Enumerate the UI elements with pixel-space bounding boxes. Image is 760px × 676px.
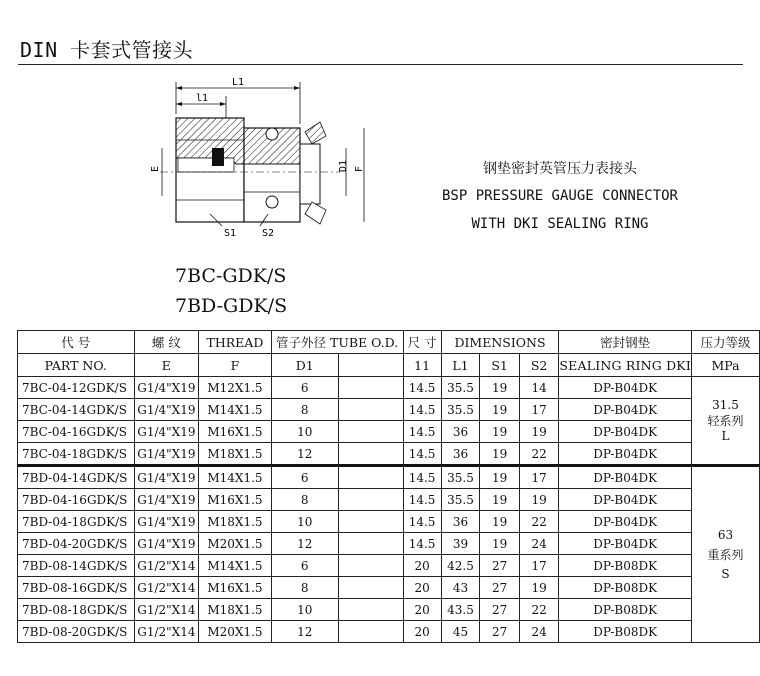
table-row: [18, 489, 760, 511]
cell-s1: 19: [480, 466, 520, 489]
cell-e: G1/4"X19: [134, 443, 199, 466]
cell-s1: 19: [480, 511, 520, 533]
header-S2: S2: [519, 354, 559, 377]
cell-seal: DP-B04DK: [559, 421, 692, 443]
cell-s1: 27: [480, 621, 520, 643]
cell-part: 7BC-04-14GDK/S: [18, 399, 135, 421]
cell-f: M18X1.5: [199, 599, 271, 621]
cell-d1: 8: [271, 577, 338, 599]
cell-d1: 6: [271, 466, 338, 489]
cell-l1: 14.5: [403, 443, 441, 466]
cell-l1: 35.5: [441, 466, 480, 489]
cell-s2: 17: [519, 399, 559, 421]
cell-seal: DP-B04DK: [559, 511, 692, 533]
cell-l1: 14.5: [403, 489, 441, 511]
cell-f: M20X1.5: [199, 621, 271, 643]
cell-l1: 14.5: [403, 377, 441, 399]
header-tube-od: 管子外径 TUBE O.D.: [271, 331, 403, 354]
dim-label-L1: L1: [232, 77, 245, 88]
cell-l1: 20: [403, 621, 441, 643]
description-en-line1: BSP PRESSURE GAUGE CONNECTOR: [441, 188, 678, 204]
cell-s1: 19: [480, 489, 520, 511]
header-thread-en: THREAD: [199, 331, 271, 354]
cell-part: 7BC-04-18GDK/S: [18, 443, 135, 466]
cell-blank: [338, 577, 403, 599]
cell-d1: 12: [271, 533, 338, 555]
cell-blank: [338, 533, 403, 555]
cell-e: G1/4"X19: [134, 399, 199, 421]
cell-s2: 22: [519, 599, 559, 621]
header-seal: 密封钢垫: [559, 331, 692, 354]
spec-table: [17, 330, 760, 643]
cell-s1: 27: [480, 555, 520, 577]
dim-label-l1: l1: [196, 93, 209, 104]
cell-part: 7BD-04-20GDK/S: [18, 533, 135, 555]
cell-e: G1/4"X19: [134, 421, 199, 443]
dim-label-F: F: [354, 165, 365, 172]
cell-blank: [338, 489, 403, 511]
cell-s2: 22: [519, 511, 559, 533]
cell-part: 7BC-04-12GDK/S: [18, 377, 135, 399]
cell-blank: [338, 621, 403, 643]
cell-l1: 36: [441, 421, 480, 443]
cell-seal: DP-B08DK: [559, 577, 692, 599]
header-F: F: [199, 354, 271, 377]
cell-e: G1/2"X14: [134, 599, 199, 621]
cell-e: G1/4"X19: [134, 377, 199, 399]
description-en-line2: WITH DKI SEALING RING: [471, 216, 649, 232]
table-row: [18, 533, 760, 555]
cell-part: 7BD-04-14GDK/S: [18, 466, 135, 489]
cell-d1: 12: [271, 443, 338, 466]
table-row: [18, 377, 760, 399]
cell-d1: 12: [271, 621, 338, 643]
header-L1: L1: [441, 354, 480, 377]
table-row: [18, 577, 760, 599]
cell-blank: [338, 399, 403, 421]
cell-e: G1/4"X19: [134, 511, 199, 533]
cell-l1: 43.5: [441, 599, 480, 621]
cell-d1: 10: [271, 599, 338, 621]
table-row: [18, 421, 760, 443]
header-blank: [338, 354, 403, 377]
cell-f: M14X1.5: [199, 399, 271, 421]
description-cn: 钢垫密封英管压力表接头: [483, 161, 637, 177]
cell-seal: DP-B08DK: [559, 555, 692, 577]
dim-label-D1: D1: [338, 159, 349, 172]
header-thread-cn: 螺 纹: [134, 331, 199, 354]
table-row: [18, 555, 760, 577]
cell-s2: 22: [519, 443, 559, 466]
cell-l1: 20: [403, 577, 441, 599]
cell-s2: 19: [519, 489, 559, 511]
cell-e: G1/4"X19: [134, 489, 199, 511]
cell-part: 7BD-08-18GDK/S: [18, 599, 135, 621]
pressure-group-heavy: [691, 466, 759, 643]
cell-part: 7BC-04-16GDK/S: [18, 421, 135, 443]
cell-blank: [338, 511, 403, 533]
cell-seal: DP-B04DK: [559, 466, 692, 489]
header-row-2: [18, 354, 760, 377]
model-code-2: 7BD-GDK/S: [175, 295, 288, 317]
table-row: [18, 466, 760, 489]
cell-d1: 6: [271, 377, 338, 399]
cell-s2: 14: [519, 377, 559, 399]
cell-f: M14X1.5: [199, 466, 271, 489]
pressure-light-pressure: 31.5: [712, 398, 739, 412]
pressure-heavy-code: S: [721, 567, 730, 581]
cell-l1: 20: [403, 555, 441, 577]
cell-seal: DP-B04DK: [559, 443, 692, 466]
cell-f: M16X1.5: [199, 577, 271, 599]
dim-label-E: E: [150, 165, 161, 172]
cell-d1: 6: [271, 555, 338, 577]
cell-l1: 14.5: [403, 399, 441, 421]
cell-f: M16X1.5: [199, 489, 271, 511]
cell-s2: 24: [519, 621, 559, 643]
cell-blank: [338, 377, 403, 399]
cell-l1: 36: [441, 443, 480, 466]
dim-label-S2: S2: [262, 228, 275, 239]
cell-l1: 43: [441, 577, 480, 599]
header-dim-en: DIMENSIONS: [441, 331, 559, 354]
header-E: E: [134, 354, 199, 377]
cell-l1: 14.5: [403, 533, 441, 555]
cell-e: G1/4"X19: [134, 533, 199, 555]
cell-seal: DP-B04DK: [559, 533, 692, 555]
cell-blank: [338, 599, 403, 621]
cell-s2: 17: [519, 466, 559, 489]
cell-blank: [338, 555, 403, 577]
cell-s2: 19: [519, 421, 559, 443]
header-unit: MPa: [691, 354, 759, 377]
cell-e: G1/2"X14: [134, 621, 199, 643]
cell-s1: 19: [480, 533, 520, 555]
cell-blank: [338, 466, 403, 489]
table-row: [18, 621, 760, 643]
cell-part: 7BD-08-14GDK/S: [18, 555, 135, 577]
cell-seal: DP-B04DK: [559, 377, 692, 399]
cell-blank: [338, 443, 403, 466]
cell-s1: 19: [480, 421, 520, 443]
cell-l1: 14.5: [403, 466, 441, 489]
cell-e: G1/4"X19: [134, 466, 199, 489]
cell-d1: 10: [271, 511, 338, 533]
pressure-heavy-pressure: 63: [717, 528, 734, 542]
cell-f: M14X1.5: [199, 555, 271, 577]
cell-s1: 19: [480, 443, 520, 466]
cell-seal: DP-B08DK: [559, 599, 692, 621]
cell-s1: 19: [480, 399, 520, 421]
cell-d1: 8: [271, 489, 338, 511]
pressure-light-series: 轻系列: [707, 414, 744, 428]
title-divider: [18, 64, 743, 65]
cell-e: G1/2"X14: [134, 555, 199, 577]
cell-f: M16X1.5: [199, 421, 271, 443]
pressure-group-light: [691, 377, 759, 466]
cell-l1: 45: [441, 621, 480, 643]
model-code-1: 7BC-GDK/S: [175, 265, 287, 287]
cell-f: M12X1.5: [199, 377, 271, 399]
dim-label-S1: S1: [224, 228, 237, 239]
header-part-no: PART NO.: [18, 354, 135, 377]
cell-s2: 17: [519, 555, 559, 577]
cell-l1: 14.5: [403, 421, 441, 443]
cell-l1: 14.5: [403, 511, 441, 533]
cell-s1: 19: [480, 377, 520, 399]
header-code: 代 号: [18, 331, 135, 354]
header-pressure: 压力等级: [691, 331, 759, 354]
cell-l1: 35.5: [441, 489, 480, 511]
pressure-light-code: L: [721, 429, 730, 443]
cell-part: 7BD-08-16GDK/S: [18, 577, 135, 599]
connector-drawing: [140, 74, 380, 244]
cell-seal: DP-B04DK: [559, 489, 692, 511]
cell-f: M18X1.5: [199, 511, 271, 533]
cell-e: G1/2"X14: [134, 577, 199, 599]
cell-s1: 27: [480, 577, 520, 599]
header-row-1: [18, 331, 760, 354]
header-D1: D1: [271, 354, 338, 377]
table-row: [18, 599, 760, 621]
cell-part: 7BD-08-20GDK/S: [18, 621, 135, 643]
cell-f: M20X1.5: [199, 533, 271, 555]
table-row: [18, 511, 760, 533]
cell-l1: 42.5: [441, 555, 480, 577]
cell-s2: 19: [519, 577, 559, 599]
header-dim-cn: 尺 寸: [403, 331, 441, 354]
cell-seal: DP-B04DK: [559, 399, 692, 421]
cell-f: M18X1.5: [199, 443, 271, 466]
cell-s2: 24: [519, 533, 559, 555]
cell-part: 7BD-04-18GDK/S: [18, 511, 135, 533]
table-row: [18, 443, 760, 466]
page-title: DIN 卡套式管接头: [20, 38, 194, 62]
cell-l1: 39: [441, 533, 480, 555]
cell-l1: 35.5: [441, 399, 480, 421]
cell-part: 7BD-04-16GDK/S: [18, 489, 135, 511]
cell-seal: DP-B08DK: [559, 621, 692, 643]
pressure-heavy-series: 重系列: [707, 548, 744, 562]
cell-blank: [338, 421, 403, 443]
cell-l1: 20: [403, 599, 441, 621]
cell-d1: 10: [271, 421, 338, 443]
cell-d1: 8: [271, 399, 338, 421]
cell-l1: 36: [441, 511, 480, 533]
header-S1: S1: [480, 354, 520, 377]
cell-l1: 35.5: [441, 377, 480, 399]
header-l1: 11: [403, 354, 441, 377]
cell-s1: 27: [480, 599, 520, 621]
table-row: [18, 399, 760, 421]
header-seal-en: SEALING RING DKI: [559, 354, 692, 377]
